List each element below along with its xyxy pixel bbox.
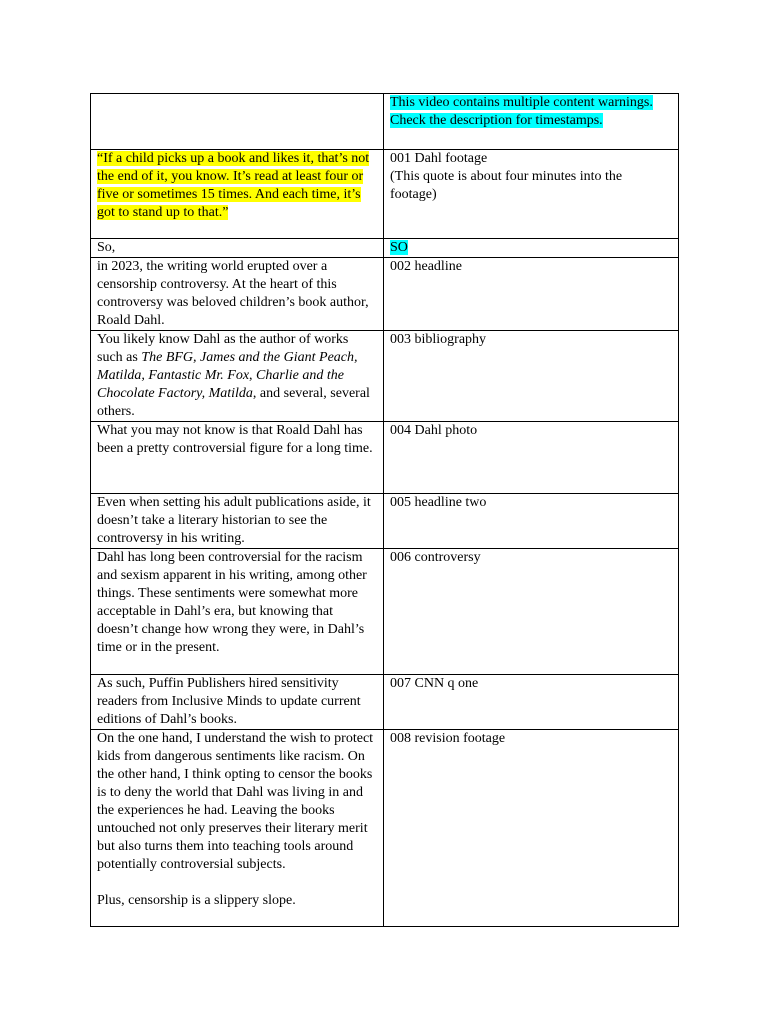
script-cell: Even when setting his adult publications aside, it doesn’t take a literary historian to see the controversy in his writing. xyxy=(91,494,384,549)
notes-cell: 008 revision footage xyxy=(384,730,679,927)
so-highlight: SO xyxy=(390,240,408,255)
table-row xyxy=(91,94,679,150)
book-titles: Charlie and the Chocolate Factory, Matilda xyxy=(97,368,344,401)
text-run: , xyxy=(249,368,257,383)
script-cell xyxy=(91,94,384,150)
notes-cell xyxy=(384,94,679,150)
content-warning-note: This video contains multiple content warnings. Check the description for timestamps. xyxy=(390,95,653,128)
script-cell: So, xyxy=(91,239,384,258)
script-cell xyxy=(91,331,384,422)
script-cell xyxy=(91,150,384,239)
table-row xyxy=(91,239,679,258)
script-table xyxy=(90,93,679,927)
paragraph: Plus, censorship is a slippery slope. xyxy=(97,893,296,908)
notes-cell: 007 CNN q one xyxy=(384,675,679,730)
script-cell: in 2023, the writing world erupted over a censorship controversy. At the heart of this controversy was beloved children’s book author, Roald Dahl. xyxy=(91,258,384,331)
paragraph: On the one hand, I understand the wish to protect kids from dangerous sentiments like racism. On the other hand, I think opting to censor the books is to deny the world that Dahl was living in and the experiences he had. Leaving the books untouched not only preserves their literary merit but also turns them into teaching tools around potentially controversial subjects. xyxy=(97,731,374,872)
script-cell: Dahl has long been controversial for the racism and sexism apparent in his writing, among other things. These sentiments were somewhat more acceptable in Dahl’s era, but knowing that doesn’t change how wrong they were, in Dahl’s time or in the present. xyxy=(91,549,384,675)
dahl-quote: “If a child picks up a book and likes it, that’s not the end of it, you know. It’s read at least four or five or sometimes 15 times. And each time, it’s got to stand up to that.” xyxy=(97,151,370,220)
notes-cell: 005 headline two xyxy=(384,494,679,549)
table-row xyxy=(91,331,679,422)
text-run: You likely know Dahl as the author of works such as xyxy=(97,332,349,365)
book-titles: The BFG, James and the Giant Peach, Matilda, Fantastic Mr. Fox xyxy=(97,350,358,383)
table-row xyxy=(91,150,679,239)
notes-cell: 002 headline xyxy=(384,258,679,331)
notes-cell xyxy=(384,150,679,239)
table-row xyxy=(91,494,679,549)
script-cell: What you may not know is that Roald Dahl has been a pretty controversial figure for a long time. xyxy=(91,422,384,494)
clip-label: 001 Dahl footage xyxy=(390,151,488,166)
table-row xyxy=(91,549,679,675)
text-run: , and several, several others. xyxy=(97,386,370,419)
table-row xyxy=(91,675,679,730)
paragraph-gap xyxy=(97,874,377,892)
notes-cell: 003 bibliography xyxy=(384,331,679,422)
table-row xyxy=(91,730,679,927)
notes-cell: 004 Dahl photo xyxy=(384,422,679,494)
table-row xyxy=(91,258,679,331)
table-row xyxy=(91,422,679,494)
notes-cell xyxy=(384,239,679,258)
clip-note: (This quote is about four minutes into the footage) xyxy=(390,169,623,202)
script-cell: As such, Puffin Publishers hired sensitivity readers from Inclusive Minds to update current editions of Dahl’s books. xyxy=(91,675,384,730)
script-cell xyxy=(91,730,384,927)
notes-cell: 006 controversy xyxy=(384,549,679,675)
